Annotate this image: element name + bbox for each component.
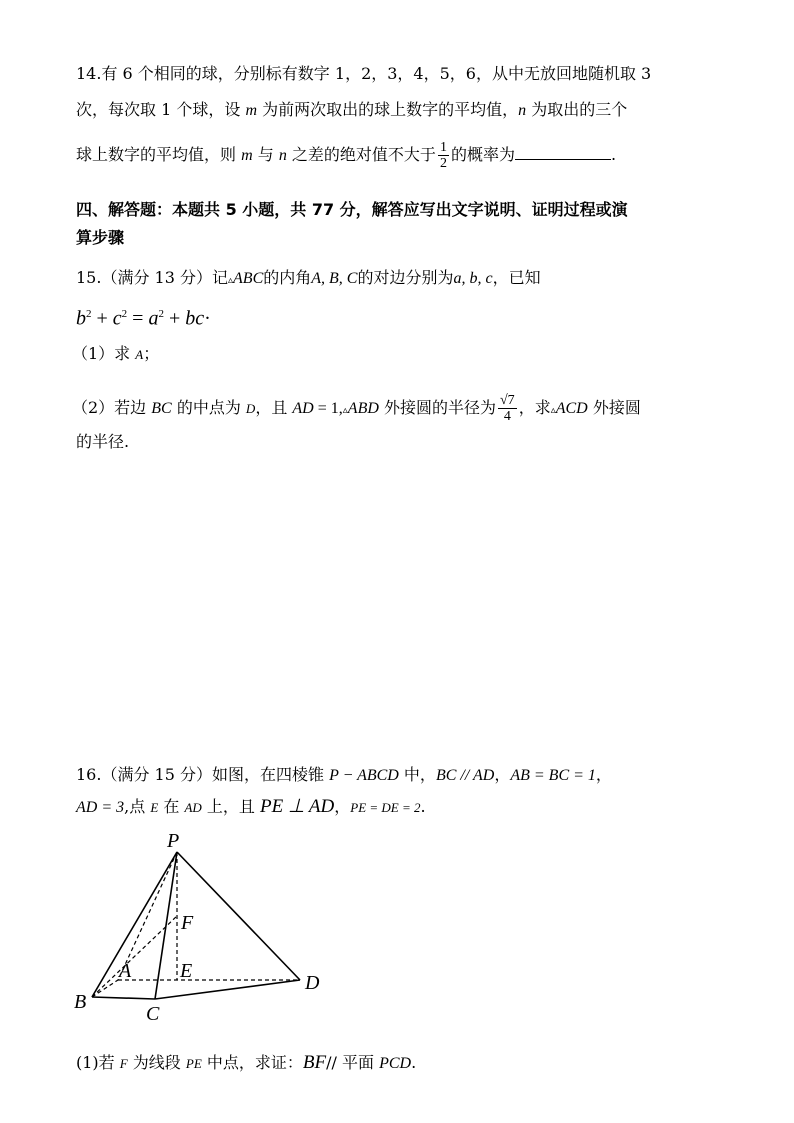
edge-ab bbox=[92, 980, 118, 997]
q15-equation: $b^2 + c^2 = a^2 + bc\cdot$ bbox=[76, 307, 211, 330]
fraction-sqrt7-over-4: $\frac{√7}{4}$ bbox=[500, 393, 515, 424]
edge-pb bbox=[92, 852, 177, 997]
edge-pc bbox=[155, 852, 177, 999]
q15-part-2: （2）若边 BC 的中点为 D，且 AD = 1,▵ABD 外接圆的半径为 $\frac{√7}{4}$ ，求▵ACD 外接圆 bbox=[72, 393, 641, 424]
label-p: P bbox=[167, 830, 180, 852]
fraction-one-half: $\frac{1}{2}$ bbox=[439, 140, 447, 171]
edge-bc bbox=[92, 997, 155, 999]
q16-line-2: AD = 3,点 E 在 AD 上，且 PE ⊥ AD，PE = DE = 2. bbox=[76, 796, 426, 817]
section-heading: 四、解答题：本题共 5 小题，共 77 分，解答应写出文字说明、证明过程或演 bbox=[76, 200, 628, 219]
segment-bf bbox=[92, 916, 177, 997]
q16-head: 16.（满分 15 分）如图，在四棱锥 P − ABCD 中，BC // AD，AB = BC = 1， bbox=[76, 765, 612, 784]
var-m: m bbox=[245, 102, 258, 119]
label-a: A bbox=[119, 960, 132, 982]
label-d: D bbox=[305, 972, 320, 994]
q15-part-1: （1）求 A； bbox=[72, 344, 160, 363]
q14-line-2: 次，每次取 1 个球，设 m 为前两次取出的球上数字的平均值，n 为取出的三个 bbox=[76, 100, 628, 119]
label-e: E bbox=[180, 960, 193, 982]
edge-cd bbox=[155, 980, 300, 999]
pyramid-figure bbox=[66, 830, 336, 1030]
var-n: n bbox=[518, 102, 527, 119]
q16-part-1: (1)若 F 为线段 PE 中点，求证：BF// 平面 PCD. bbox=[76, 1052, 417, 1073]
section-heading-cont: 算步骤 bbox=[76, 228, 125, 247]
q14-line-1: 14.有 6 个相同的球，分别标有数字 1，2，3，4，5，6，从中无放回地随机取 3 bbox=[76, 64, 652, 83]
q15-head: 15.（满分 13 分）记▵ABC的内角A, B, C的对边分别为a, b, c，已知 bbox=[76, 268, 541, 287]
q15-part-2-cont: 的半径. bbox=[76, 432, 130, 451]
edge-pd bbox=[177, 852, 300, 980]
label-b: B bbox=[74, 991, 87, 1013]
answer-blank[interactable] bbox=[515, 145, 611, 160]
label-f: F bbox=[181, 912, 194, 934]
q14-line-3: 球上数字的平均值，则 m 与 n 之差的绝对值不大于 $\frac{1}{2}$ 的概率为 . bbox=[76, 140, 617, 171]
label-c: C bbox=[146, 1003, 160, 1025]
